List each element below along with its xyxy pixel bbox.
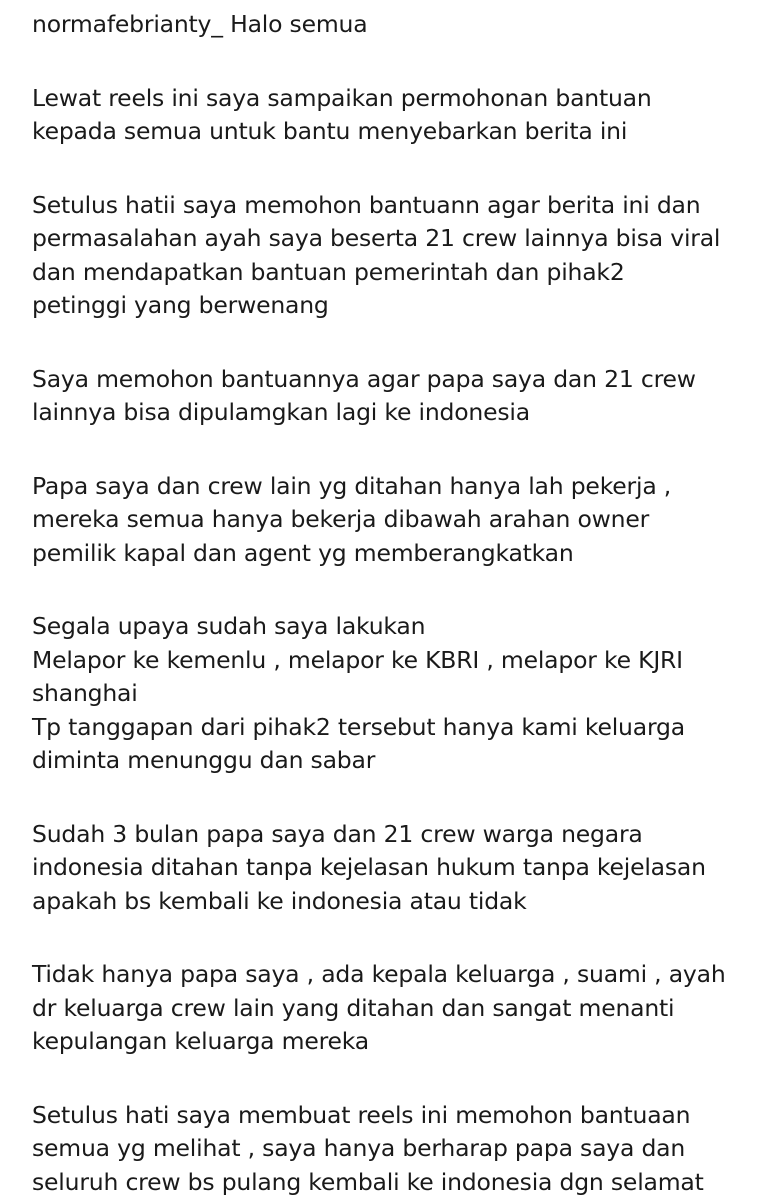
paragraph-gap: [32, 1059, 762, 1099]
caption-line: semua yg melihat , saya hanya berharap papa saya dan: [32, 1134, 686, 1162]
caption-line: Melapor ke kemenlu , melapor ke KBRI , melapor ke KJRI: [32, 645, 683, 674]
caption-line: kepada semua untuk bantu menyebarkan berita ini: [32, 117, 628, 145]
caption-line: Tp tanggapan dari pihak2 tersebut hanya kami keluarga: [32, 712, 685, 741]
post-caption: [32, 8, 762, 1199]
caption-header-line: [32, 8, 762, 42]
caption-line: Setulus hatii saya memohon bantuann agar berita ini dan: [32, 190, 701, 219]
paragraph-gap: [32, 430, 762, 470]
caption-line: seluruh crew bs pulang kembali ke indonesia dgn selamat: [32, 1167, 704, 1196]
caption-line: apakah bs kembali ke indonesia atau tidak: [32, 886, 527, 915]
caption-line: dr keluarga crew lain yang ditahan dan sangat menanti: [32, 993, 675, 1022]
caption-line: Tidak hanya papa saya , ada kepala keluarga , suami , ayah: [32, 960, 726, 988]
paragraph-gap: [32, 149, 762, 189]
caption-line: dan mendapatkan bantuan pemerintah dan pihak2: [32, 257, 625, 286]
caption-line: kepulangan keluarga mereka: [32, 1027, 369, 1055]
paragraph-gap: [32, 570, 762, 610]
caption-line: Segala upaya sudah saya lakukan: [32, 612, 426, 640]
username-link[interactable]: normafebrianty_: [32, 10, 223, 38]
caption-line: petinggi yang berwenang: [32, 291, 329, 319]
caption-line: pemilik kapal dan agent yg memberangkatkan: [32, 538, 574, 567]
caption-line: Saya memohon bantuannya agar papa saya dan 21 crew: [32, 364, 696, 393]
paragraph-gap: [32, 42, 762, 82]
caption-line: Sudah 3 bulan papa saya dan 21 crew warga negara: [32, 819, 643, 848]
caption-line: Lewat reels ini saya sampaikan permohonan bantuan: [32, 83, 652, 112]
paragraph-gap: [32, 778, 762, 818]
caption-line: Papa saya dan crew lain yg ditahan hanya lah pekerja ,: [32, 471, 672, 500]
caption-line: indonesia ditahan tanpa kejelasan hukum tanpa kejelasan: [32, 853, 706, 881]
caption-line: Setulus hati saya membuat reels ini memohon bantuaan: [32, 1100, 691, 1129]
paragraph-gap: [32, 323, 762, 363]
caption-line: lainnya bisa dipulamgkan lagi ke indonesia: [32, 398, 530, 426]
caption-line: diminta menunggu dan sabar: [32, 746, 376, 774]
caption-line: shanghai: [32, 679, 138, 707]
caption-line: permasalahan ayah saya beserta 21 crew lainnya bisa viral: [32, 224, 721, 252]
caption-line: mereka semua hanya bekerja dibawah arahan owner: [32, 505, 650, 533]
greeting-text: Halo semua: [230, 10, 368, 38]
paragraph-gap: [32, 918, 762, 958]
